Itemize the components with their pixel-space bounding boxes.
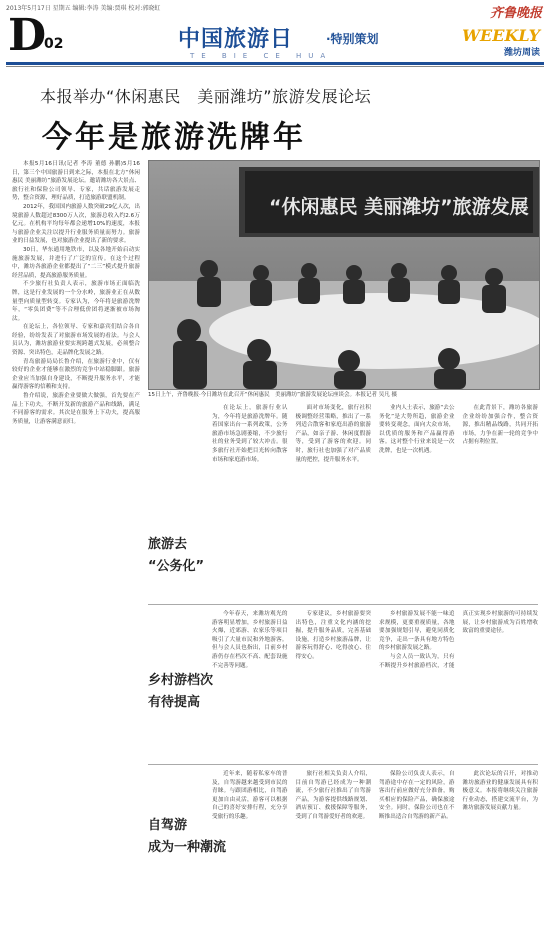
paragraph: 鲁介绍说，旅游企业要做大做强，首先要在产品上下功夫，不断开发新的旅游产品和线路，满足不同游客的需求。其次是在服务上下功夫，提高服务质量，让游客满意而归。 [12,393,140,425]
section-body-2 [212,610,538,760]
paragraph: 面对市场变化，旅行社积极调整经营策略，推出了一系列适合散客和家庭出游的旅游产品，如亲子游、休闲度假游等，受到了游客的欢迎。同时，旅行社也加强了对产品质量的把控，提升服务水平。 [295,405,371,463]
paragraph: 今年春天，来潍坊观光的游客明显增加，乡村旅游日益火爆，近郊游、农家乐等项目吸引了大量市民和外地游客。但与会人员也指出，目前乡村游仍存在档次不高、配套设施不完善等问题。 [212,611,288,669]
paragraph: 在此背景下，潍坊各旅游企业纷纷加强合作，整合资源，推出精品线路，共同开拓市场，力争在新一轮的竞争中占据有利位置。 [462,405,538,446]
paragraph: 此次论坛的召开，对推动潍坊旅游业的健康发展具有积极意义。本报将继续关注旅游行业动态，搭建交流平台，为潍坊旅游发展贡献力量。 [462,771,538,812]
paragraph: 旅行社相关负责人介绍，目前自驾游已经成为一种潮流，不少旅行社推出了自驾游产品，为游客提供线路规划、酒店预订、救援保障等服务，受到了自驾游爱好者的欢迎。 [295,771,371,820]
paragraph: 本报5月16日讯(记者 李涛 董德 孙鹏)5月16日，第三个中国旅游日到来之际，本报在北方“休闲惠民 美丽潍坊”旅游发展论坛。邀请潍坊各大景点、旅行社和保险公司领导、专家，共话旅游发展走势，整合资源，理好品质，打造旅游联盟机制。 [12,161,140,202]
paragraph: 在论坛上，旅游行业认为，今年将是旅游洗牌年。随着国家出台一系列政策，公务旅游市场急剧萎缩，不少旅行社的业务受到了较大冲击。很多旅行社开始把目光转向散客市场和家庭游市场。 [212,405,288,463]
forum-photo [148,160,540,390]
weekly-label: WEEKLY [462,26,540,45]
paragraph: 不少旅行社负责人表示，旅游市场正面临洗牌，这是行业发展的一个分水岭，旅游业正在从数量型向质量型转变。专家认为，今年将是旅游洗牌年，“零负团费”等不合理低价团将逐渐被市场淘汰。 [12,281,140,322]
issue-meta: 2013年5月17日 星期五 编辑:李涛 美编:贾琪 校对:郭晓虹 [6,5,161,12]
paragraph: 30日，华东通用地铁市，以及各地开始启动实施旅游发展，并进行了广泛的宣传。在这个过程中，潍坊各旅游企业都提出了“二三”模式提升旅游经营品质，提高旅游服务质量。 [12,246,140,279]
header-rule-thin [6,66,544,67]
section-title-2: 乡村游档次 有待提高 [148,673,214,710]
paragraph: 保险公司负责人表示，自驾游途中存在一定的风险，游客出行前应做好充分准备，购买相应的保险产品，确保旅途安全。同时，保险公司也在不断推出适合自驾游的新产品。 [379,771,455,820]
paragraph: 业内人士表示，旅游“去公务化”是大势所趋，旅游企业要转变观念，面向大众市场，以优质的服务和产品赢得游客。这对整个行业来说是一次洗牌，也是一次机遇。 [379,405,455,454]
article-headline: 今年是旅游洗牌年 [42,120,306,155]
lead-column [12,160,140,902]
forum-photo-image [149,161,539,389]
weekly-sub: 潍坊周读 [503,48,540,58]
photo-banner-text: “休闲惠民 美丽潍坊”旅游发展 [269,196,529,218]
page-number: 02 [44,36,64,52]
section-title-1: 旅游去 “公务化” [148,537,205,574]
paragraph: 2012年，我国国内旅游人数突破29亿人次，出境旅游人数超过8300万人次，旅游总收入约2.6万亿元。在机构平均每年都会递增10%的速度，本报与旅游企业关注以提升行业服务质量而努力。旅游业的日益发展，也对旅游企业提出了新的要求。 [12,203,140,245]
header-rule [6,62,544,65]
page-title: 中国旅游日 [178,27,294,52]
page-subtitle: ·特别策划 [326,32,379,46]
paragraph: 近年来，随着私家车的普及，自驾游越来越受到市民的青睐。与跟团游相比，自驾游更加自由灵活，游客可以根据自己的喜好安排行程，充分享受旅行的乐趣。 [212,771,288,820]
section-body-3 [212,770,538,920]
article-subhead: 本报举办“休闲惠民 美丽潍坊”旅游发展论坛 [40,87,372,106]
weekly-logo [462,26,540,58]
section-divider [148,764,538,765]
paragraph: 与会人员一致认为，只有不断提升乡村旅游档次，才能真正实现乡村旅游的可持续发展，让乡村旅游成为百姓增收致富的重要途径。 [379,611,538,669]
photo-caption: 15日上午，齐鲁晚报·今日潍坊在此召开“休闲惠民 美丽潍坊”旅游发展论坛座谈会。本报记者 吴凡 摄 [148,392,397,398]
paragraph: 青岛旅游局局长鲁介绍，在旅游行业中，仅有较好的企业才能够在激烈的竞争中站稳脚跟。旅游企业应当加强自身建设，不断提升服务水平，才能赢得游客的信赖和支持。 [12,358,140,391]
section-title-3: 自驾游 成为一种潮流 [148,818,227,855]
page-pinyin: TE BIE CE HUA [190,52,333,60]
section-body-1 [212,404,538,600]
paragraph: 在论坛上，各位领导、专家和嘉宾们结合各自经验，纷纷发表了对旅游市场发展的看法。与会人员认为，潍坊旅游业要实现跨越式发展，必须整合资源、突出特色，走品牌化发展之路。 [12,324,140,357]
section-letter: D [8,10,47,61]
paragraph: 专家建议，乡村旅游要突出特色，注重文化内涵的挖掘，提升服务品质，完善基础设施，打造乡村旅游品牌，让游客玩得舒心、吃得放心、住得安心。 [295,611,371,660]
paragraph: 乡村旅游发展不能一味追求规模，更要重视质量，各地要加强规划引导，避免同质化竞争，走出一条具有地方特色的乡村旅游发展之路。 [379,611,455,652]
section-divider [148,604,538,605]
newspaper-logo: 齐鲁晚报 [489,6,542,21]
